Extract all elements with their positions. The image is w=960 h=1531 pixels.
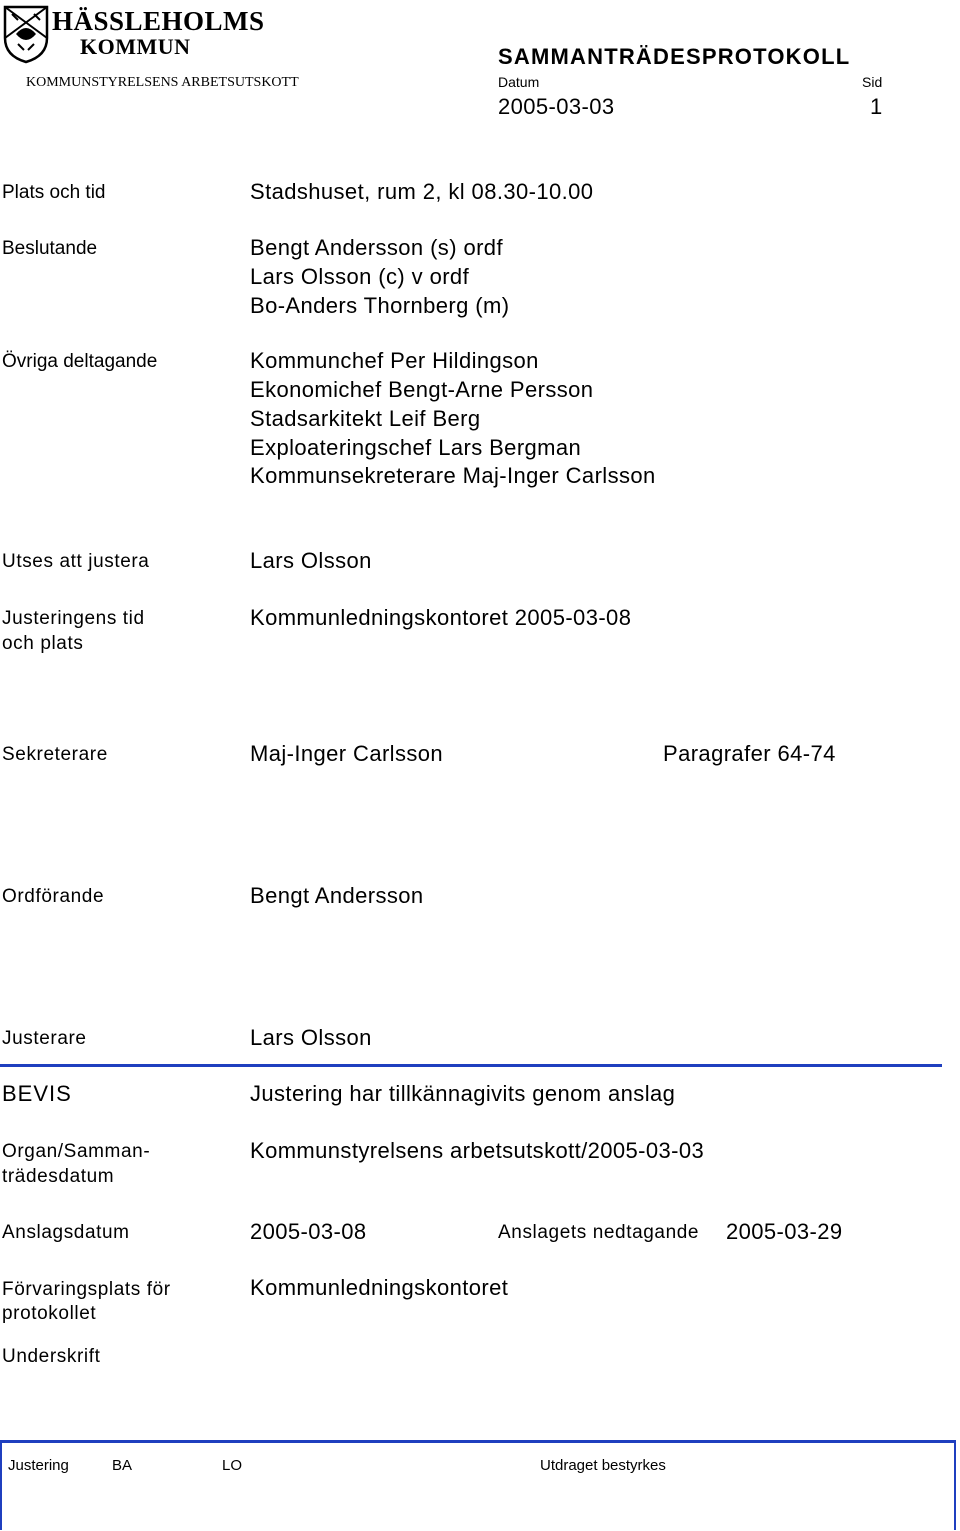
adjust-place-label: och plats xyxy=(2,633,84,654)
section-divider xyxy=(0,1064,942,1067)
other-participant: Kommunsekreterare Maj-Inger Carlsson xyxy=(250,463,656,488)
proof-title: BEVIS xyxy=(2,1081,72,1106)
footer-certified-label: Utdraget bestyrkes xyxy=(540,1457,666,1474)
paragraphs: Paragrafer 64-74 xyxy=(663,741,836,766)
storage-label-1: Förvaringsplats för xyxy=(2,1279,171,1300)
chair-name: Bengt Andersson xyxy=(250,883,424,908)
posted-value: 2005-03-08 xyxy=(250,1219,367,1244)
footer-initials-1: BA xyxy=(112,1457,133,1474)
deciding-member: Lars Olsson (c) v ordf xyxy=(250,264,470,289)
place-label: Plats och tid xyxy=(2,182,106,203)
chair-label: Ordförande xyxy=(2,886,105,907)
appointed-label: Utses att justera xyxy=(2,551,150,572)
storage-label-2: protokollet xyxy=(2,1303,97,1324)
footer-right-border xyxy=(954,1440,956,1530)
deciding-member: Bengt Andersson (s) ordf xyxy=(250,235,503,260)
place-value: Stadshuset, rum 2, kl 08.30-10.00 xyxy=(250,179,594,204)
adjuster-name: Lars Olsson xyxy=(250,1025,372,1050)
removed-value: 2005-03-29 xyxy=(726,1219,843,1244)
deciding-member: Bo-Anders Thornberg (m) xyxy=(250,293,510,318)
date-label: Datum xyxy=(498,74,540,90)
appointed-value: Lars Olsson xyxy=(250,548,372,573)
posted-label: Anslagsdatum xyxy=(2,1222,130,1243)
organ-label-2: trädesdatum xyxy=(2,1166,115,1187)
footer-rule xyxy=(0,1440,956,1443)
organ-label-1: Organ/Samman- xyxy=(2,1141,151,1162)
secretary-name: Maj-Inger Carlsson xyxy=(250,741,444,766)
adjust-time-value: Kommunledningskontoret 2005-03-08 xyxy=(250,605,632,630)
signature-label: Underskrift xyxy=(2,1346,101,1367)
unit-name: KOMMUNSTYRELSENS ARBETSUTSKOTT xyxy=(26,75,299,90)
other-participant: Stadsarkitekt Leif Berg xyxy=(250,406,481,431)
footer-left-border xyxy=(0,1440,2,1530)
deciding-label: Beslutande xyxy=(2,238,98,259)
logo-line-2: KOMMUN xyxy=(80,34,191,59)
organ-value: Kommunstyrelsens arbetsutskott/2005-03-03 xyxy=(250,1138,705,1163)
footer-adjusting-label: Justering xyxy=(8,1457,69,1474)
municipal-crest-icon xyxy=(2,4,50,64)
other-participant: Ekonomichef Bengt-Arne Persson xyxy=(250,377,594,402)
other-participant: Exploateringschef Lars Bergman xyxy=(250,435,582,460)
adjuster-label: Justerare xyxy=(2,1028,87,1049)
secretary-label: Sekreterare xyxy=(2,744,108,765)
proof-statement: Justering har tillkännagivits genom anslag xyxy=(250,1081,676,1106)
adjust-time-label: Justeringens tid xyxy=(2,608,145,629)
removed-label: Anslagets nedtagande xyxy=(498,1222,700,1243)
date-value: 2005-03-03 xyxy=(498,94,615,119)
storage-value: Kommunledningskontoret xyxy=(250,1275,509,1300)
logo-line-1: HÄSSLEHOLMS xyxy=(52,6,265,36)
other-participant: Kommunchef Per Hildingson xyxy=(250,348,539,373)
page-value: 1 xyxy=(870,94,883,119)
document-title: SAMMANTRÄDESPROTOKOLL xyxy=(498,44,851,69)
footer-initials-2: LO xyxy=(222,1457,243,1474)
others-label: Övriga deltagande xyxy=(2,351,158,372)
page-label: Sid xyxy=(862,74,883,90)
